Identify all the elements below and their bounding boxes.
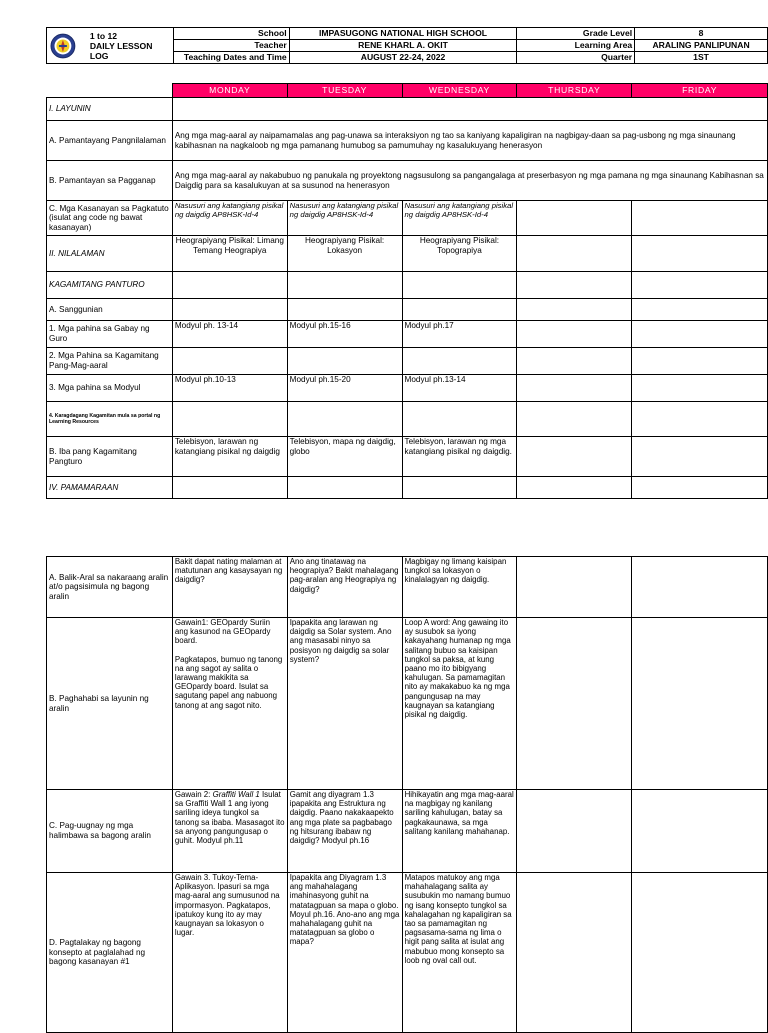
paghahabi-monday-part2: Pagkatapos, bumuo ng tanong na ang sagot ay salita o larawang makikita sa GEOpardy board. Isulat sa sagutang papel ang nabuong tanong at ang sagot nito. bbox=[174, 654, 283, 710]
kasanayan-monday: Nasusuri ang katangiang pisikal ng daigdig AP8HSK-Id-4 bbox=[172, 201, 287, 236]
gabay-friday bbox=[632, 321, 768, 348]
day-header-tuesday: TUESDAY bbox=[287, 84, 402, 98]
paghahabi-label: B. Paghahabi sa layunin ng aralin bbox=[47, 618, 173, 790]
balik-aral-tuesday: Ano ang tinatawag na heograpiya? Bakit mahalagang pag-aralan ang Heograpiya ng daigdig? bbox=[287, 557, 402, 618]
pag-uugnay-friday bbox=[632, 790, 768, 873]
sanggunian-label: A. Sanggunian bbox=[47, 299, 173, 321]
teacher-value: RENE KHARL A. OKIT bbox=[289, 40, 517, 52]
dates-value: AUGUST 22-24, 2022 bbox=[289, 52, 517, 64]
pang-mag-aaral-monday bbox=[172, 348, 287, 375]
modyul-label: 3. Mga pahina sa Modyul bbox=[47, 375, 173, 402]
kasanayan-thursday bbox=[517, 201, 632, 236]
layunin-blank bbox=[172, 98, 767, 121]
modyul-thursday bbox=[517, 375, 632, 402]
pag-uugnay-monday-title: Graffiti Wall 1 bbox=[212, 790, 260, 799]
kagamitang-thursday bbox=[517, 272, 632, 299]
kagamitang-tuesday bbox=[287, 272, 402, 299]
quarter-label: Quarter bbox=[517, 52, 635, 64]
day-header-thursday: THURSDAY bbox=[517, 84, 632, 98]
pagtalakay-friday bbox=[632, 873, 768, 1033]
nilalaman-thursday bbox=[517, 236, 632, 272]
kagamitang-wednesday bbox=[402, 272, 517, 299]
iba-pa-monday: Telebisyon, larawan ng katangiang pisikal ng daigdig bbox=[172, 437, 287, 477]
pang-mag-aaral-label: 2. Mga Pahina sa Kagamitang Pang-Mag-aaral bbox=[47, 348, 173, 375]
kagamitang-friday bbox=[632, 272, 768, 299]
modyul-wednesday: Modyul ph.13-14 bbox=[402, 375, 517, 402]
sanggunian-tuesday bbox=[287, 299, 402, 321]
school-label: School bbox=[173, 28, 289, 40]
pamamaraan-friday bbox=[632, 477, 768, 499]
layunin-heading: I. LAYUNIN bbox=[47, 98, 173, 121]
kagamitang-heading: KAGAMITANG PANTURO bbox=[47, 272, 173, 299]
iba-pa-friday bbox=[632, 437, 768, 477]
kasanayan-friday bbox=[632, 201, 768, 236]
iba-pa-tuesday: Telebisyon, mapa ng daigdig, globo bbox=[287, 437, 402, 477]
teacher-label: Teacher bbox=[173, 40, 289, 52]
karagdagang-friday bbox=[632, 402, 768, 437]
balik-aral-wednesday: Magbigay ng limang kaisipan tungkol sa lokasyon o kinalalagyan ng daigdig. bbox=[402, 557, 517, 618]
pamamaraan-heading: IV. PAMAMARAAN bbox=[47, 477, 173, 499]
pag-uugnay-monday-prefix: Gawain 2: bbox=[174, 790, 213, 799]
day-header-monday: MONDAY bbox=[172, 84, 287, 98]
doc-title: DAILY LESSON LOG bbox=[89, 40, 153, 61]
sanggunian-wednesday bbox=[402, 299, 517, 321]
gabay-tuesday: Modyul ph.15-16 bbox=[287, 321, 402, 348]
pang-mag-aaral-wednesday bbox=[402, 348, 517, 375]
pang-mag-aaral-thursday bbox=[517, 348, 632, 375]
paghahabi-friday bbox=[632, 618, 768, 790]
kasanayan-label: C. Mga Kasanayan sa Pagkatuto (isulat ang code ng bawat kasanayan) bbox=[47, 201, 173, 236]
pang-mag-aaral-tuesday bbox=[287, 348, 402, 375]
pag-uugnay-tuesday: Gamit ang diyagram 1.3 ipapakita ang Estruktura ng daigdig. Paano nakakaapekto ang mga plate sa pagbabago ng hitsurang ibabaw ng daigdig? Modyul ph.16 bbox=[287, 790, 402, 873]
nilalaman-wednesday: Heograpiyang Pisikal: Topograpiya bbox=[402, 236, 517, 272]
pamantayang-label: A. Pamantayang Pangnilalaman bbox=[47, 121, 173, 161]
kasanayan-tuesday: Nasusuri ang katangiang pisikal ng daigdig AP8HSK-Id-4 bbox=[287, 201, 402, 236]
pang-mag-aaral-friday bbox=[632, 348, 768, 375]
balik-aral-thursday bbox=[517, 557, 632, 618]
header-table bbox=[46, 27, 768, 64]
sanggunian-monday bbox=[172, 299, 287, 321]
iba-pa-thursday bbox=[517, 437, 632, 477]
day-header-blank bbox=[47, 84, 173, 98]
kasanayan-wednesday: Nasusuri ang katangiang pisikal ng daigdig AP8HSK-Id-4 bbox=[402, 201, 517, 236]
pag-uugnay-monday bbox=[172, 790, 287, 873]
dll-title-block bbox=[80, 31, 173, 61]
pagtalakay-wednesday: Matapos matukoy ang mga mahahalagang salita ay susubukin mo namang bumuo ng isang konsepto tungkol sa kahalagahan ng kapaligiran sa tao sa pamamagitan ng pagsasama-sama ng lima o higit pang salita at isulat ang mabubuo mong konsepto sa loob ng oval call out. bbox=[402, 873, 517, 1033]
pagtalakay-tuesday: Ipapakita ang Diyagram 1.3 ang mahahalagang imahinasyong guhit na matatagpuan sa mapa o globo. Moyul ph.16. Ano-ano ang mga mahahalagang guhit na matatagpuan sa globo o mapa? bbox=[287, 873, 402, 1033]
karagdagang-label: 4. Karagdagang Kagamitan mula sa portal ng Learning Resources bbox=[47, 402, 173, 437]
lesson-log-table-1 bbox=[46, 83, 768, 499]
karagdagang-wednesday bbox=[402, 402, 517, 437]
dates-label: Teaching Dates and Time bbox=[173, 52, 289, 64]
pag-uugnay-monday-rest: Isulat sa Graffiti Wall 1 ang iyong sariling ideya tungkol sa tanong sa ibaba. Masasagot ito sa anyong pangungusap o guhit. Modyul ph.11 bbox=[174, 790, 285, 846]
paghahabi-monday-part1: Gawain1: GEOpardy Suriin ang kasunod na GEOpardy board. bbox=[174, 618, 271, 646]
lesson-log-table-2 bbox=[46, 556, 768, 1033]
kagamitang-monday bbox=[172, 272, 287, 299]
deped-seal-icon bbox=[50, 33, 76, 59]
grade-level-label: Grade Level bbox=[517, 28, 635, 40]
paghahabi-monday bbox=[172, 618, 287, 790]
quarter-value: 1ST bbox=[635, 52, 768, 64]
pamamaraan-tuesday bbox=[287, 477, 402, 499]
nilalaman-monday: Heograpiyang Pisikal: Limang Temang Heograpiya bbox=[172, 236, 287, 272]
learning-area-label: Learning Area bbox=[517, 40, 635, 52]
balik-aral-label: A. Balik-Aral sa nakaraang aralin at/o pagsisimula ng bagong aralin bbox=[47, 557, 173, 618]
paghahabi-wednesday: Loop A word: Ang gawaing ito ay susubok sa iyong kakayahang humanap ng mga salitang bubuo sa kaisipan tungkol sa paksa, at kung paano mo ito bibigyang kahulugan. Sa pamamagitan nito ay makakabuo ka ng mga pangungusap na may kaugnayan sa katangiang pisikal ng daigdig. bbox=[402, 618, 517, 790]
modyul-friday bbox=[632, 375, 768, 402]
pagganap-text: Ang mga mag-aaral ay nakabubuo ng panukala ng proyektong nagsusulong sa pangangalaga at preserbasyon ng mga pamana ng mga sinaunang Kabihasnan sa Daigdig para sa kasalukuyan at sa susunod na henerasyon bbox=[172, 161, 767, 201]
gabay-monday: Modyul ph. 13-14 bbox=[172, 321, 287, 348]
karagdagang-monday bbox=[172, 402, 287, 437]
pamamaraan-monday bbox=[172, 477, 287, 499]
balik-aral-friday bbox=[632, 557, 768, 618]
pamantayang-text: Ang mga mag-aaral ay naipamamalas ang pag-unawa sa interaksiyon ng tao sa kaniyang kapaligiran na nagbigay-daan sa pag-usbong ng mga sinaunang kabihasnan na nagkaloob ng mga pamanang humubog sa pamumuhay ng kasalukuyang henerasyon bbox=[172, 121, 767, 161]
iba-pa-wednesday: Telebisyon, larawan ng mga katangiang pisikal ng daigdig. bbox=[402, 437, 517, 477]
pagtalakay-label: D. Pagtalakay ng bagong konsepto at paglalahad ng bagong kasanayan #1 bbox=[47, 873, 173, 1033]
pamamaraan-thursday bbox=[517, 477, 632, 499]
karagdagang-thursday bbox=[517, 402, 632, 437]
pagtalakay-thursday bbox=[517, 873, 632, 1033]
gabay-wednesday: Modyul ph.17 bbox=[402, 321, 517, 348]
gabay-label: 1. Mga pahina sa Gabay ng Guro bbox=[47, 321, 173, 348]
iba-pa-label: B. Iba pang Kagamitang Pangturo bbox=[47, 437, 173, 477]
pag-uugnay-thursday bbox=[517, 790, 632, 873]
pag-uugnay-label: C. Pag-uugnay ng mga halimbawa sa bagong aralin bbox=[47, 790, 173, 873]
gabay-thursday bbox=[517, 321, 632, 348]
modyul-tuesday: Modyul ph.15-20 bbox=[287, 375, 402, 402]
nilalaman-heading: II. NILALAMAN bbox=[47, 236, 173, 272]
pagganap-label: B. Pamantayan sa Pagganap bbox=[47, 161, 173, 201]
learning-area-value: ARALING PANLIPUNAN bbox=[635, 40, 768, 52]
paghahabi-thursday bbox=[517, 618, 632, 790]
balik-aral-monday: Bakit dapat nating malaman at matutunan ang kasaysayan ng daigdig? bbox=[172, 557, 287, 618]
pagtalakay-monday: Gawain 3. Tukoy-Tema-Aplikasyon. Ipasuri sa mga mag-aaral ang sumusunod na impormasyon. Pagkatapos, ipatukoy kung ito ay may kaugnayan sa lokasyon o lugar. bbox=[172, 873, 287, 1033]
sanggunian-thursday bbox=[517, 299, 632, 321]
grade-level-value: 8 bbox=[635, 28, 768, 40]
karagdagang-tuesday bbox=[287, 402, 402, 437]
school-value: IMPASUGONG NATIONAL HIGH SCHOOL bbox=[289, 28, 517, 40]
modyul-monday: Modyul ph.10-13 bbox=[172, 375, 287, 402]
day-header-wednesday: WEDNESDAY bbox=[402, 84, 517, 98]
pag-uugnay-wednesday: Hihikayatin ang mga mag-aaral na magbigay ng kanilang sariling kahulugan, batay sa pagkakaunawa, sa mga salitang kanilang mahahanap. bbox=[402, 790, 517, 873]
day-header-friday: FRIDAY bbox=[632, 84, 768, 98]
nilalaman-tuesday: Heograpiyang Pisikal: Lokasyon bbox=[287, 236, 402, 272]
sanggunian-friday bbox=[632, 299, 768, 321]
pamamaraan-wednesday bbox=[402, 477, 517, 499]
paghahabi-tuesday: Ipapakita ang larawan ng daigdig sa Solar system. Ano ang masasabi ninyo sa posisyon ng daigdig sa solar system? bbox=[287, 618, 402, 790]
nilalaman-friday bbox=[632, 236, 768, 272]
grade-range: 1 to 12 bbox=[89, 30, 118, 41]
logo-cell bbox=[47, 28, 174, 64]
